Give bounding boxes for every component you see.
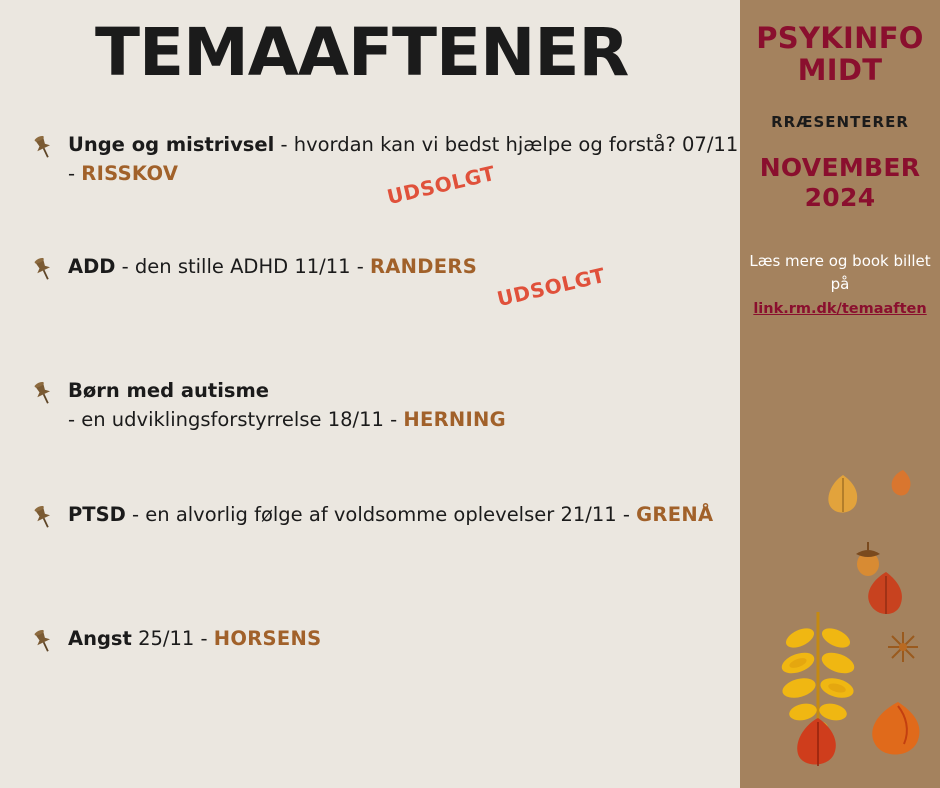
leaf-icon xyxy=(868,700,928,762)
leaf-icon xyxy=(768,608,868,738)
event-place: HORSENS xyxy=(213,627,322,651)
event-desc: - hvordan kan vi bedst hjælpe og forstå? 07/11 - xyxy=(68,133,739,185)
list-item[interactable] xyxy=(28,377,740,441)
status-badge: UDSOLGT xyxy=(384,161,498,210)
booking-link[interactable]: link.rm.dk/temaaften xyxy=(753,301,927,318)
brand-name xyxy=(740,22,940,87)
event-text xyxy=(68,625,740,653)
leaf-icon xyxy=(888,468,918,498)
event-desc: 25/11 - xyxy=(131,627,214,651)
event-title: Børn med autisme xyxy=(68,379,270,403)
pushpin-icon xyxy=(28,627,58,657)
event-desc: - den stille ADHD 11/11 - xyxy=(115,255,370,279)
event-title: Unge og mistrivsel xyxy=(68,133,275,157)
list-item[interactable] xyxy=(28,501,740,565)
event-title: Angst xyxy=(68,627,132,651)
event-desc: - en udviklingsforstyrrelse 18/11 - xyxy=(68,407,404,431)
brand-line-1: PSYKINFO xyxy=(756,21,924,55)
list-item[interactable] xyxy=(28,253,740,317)
event-title: PTSD xyxy=(68,503,126,527)
pushpin-icon xyxy=(28,255,58,285)
event-text xyxy=(68,501,740,529)
leaf-icon xyxy=(864,570,908,618)
pushpin-icon xyxy=(28,503,58,533)
event-title: ADD xyxy=(68,255,116,279)
event-place: HERNING xyxy=(403,407,506,431)
booking-text: Læs mere og book billet på xyxy=(749,251,931,294)
sidebar xyxy=(740,0,940,788)
list-item[interactable] xyxy=(28,131,740,210)
event-place: RISSKOV xyxy=(81,161,179,185)
list-item[interactable] xyxy=(28,625,740,689)
acorn-icon xyxy=(850,538,886,578)
event-text xyxy=(68,131,740,188)
event-list xyxy=(0,131,740,689)
booking-info xyxy=(740,250,940,321)
event-place: RANDERS xyxy=(369,255,478,279)
month-label: NOVEMBER xyxy=(759,152,921,182)
event-place: GRENÅ xyxy=(636,503,714,527)
presents-label: RRÆSENTERER xyxy=(771,112,909,131)
year-label: 2024 xyxy=(804,182,876,212)
leaf-icon xyxy=(818,470,868,520)
event-text xyxy=(68,253,740,281)
event-text xyxy=(68,377,740,434)
event-desc: - en alvorlig følge af voldsomme oplevelser 21/11 - xyxy=(125,503,637,527)
seed-pod-icon xyxy=(886,630,920,664)
brand-line-2: MIDT xyxy=(797,53,883,88)
pushpin-icon xyxy=(28,379,58,409)
page-title: TEMAAFTENER xyxy=(95,14,629,91)
leaf-icon xyxy=(792,716,844,772)
pushpin-icon xyxy=(28,133,58,163)
status-badge: UDSOLGT xyxy=(494,263,608,312)
